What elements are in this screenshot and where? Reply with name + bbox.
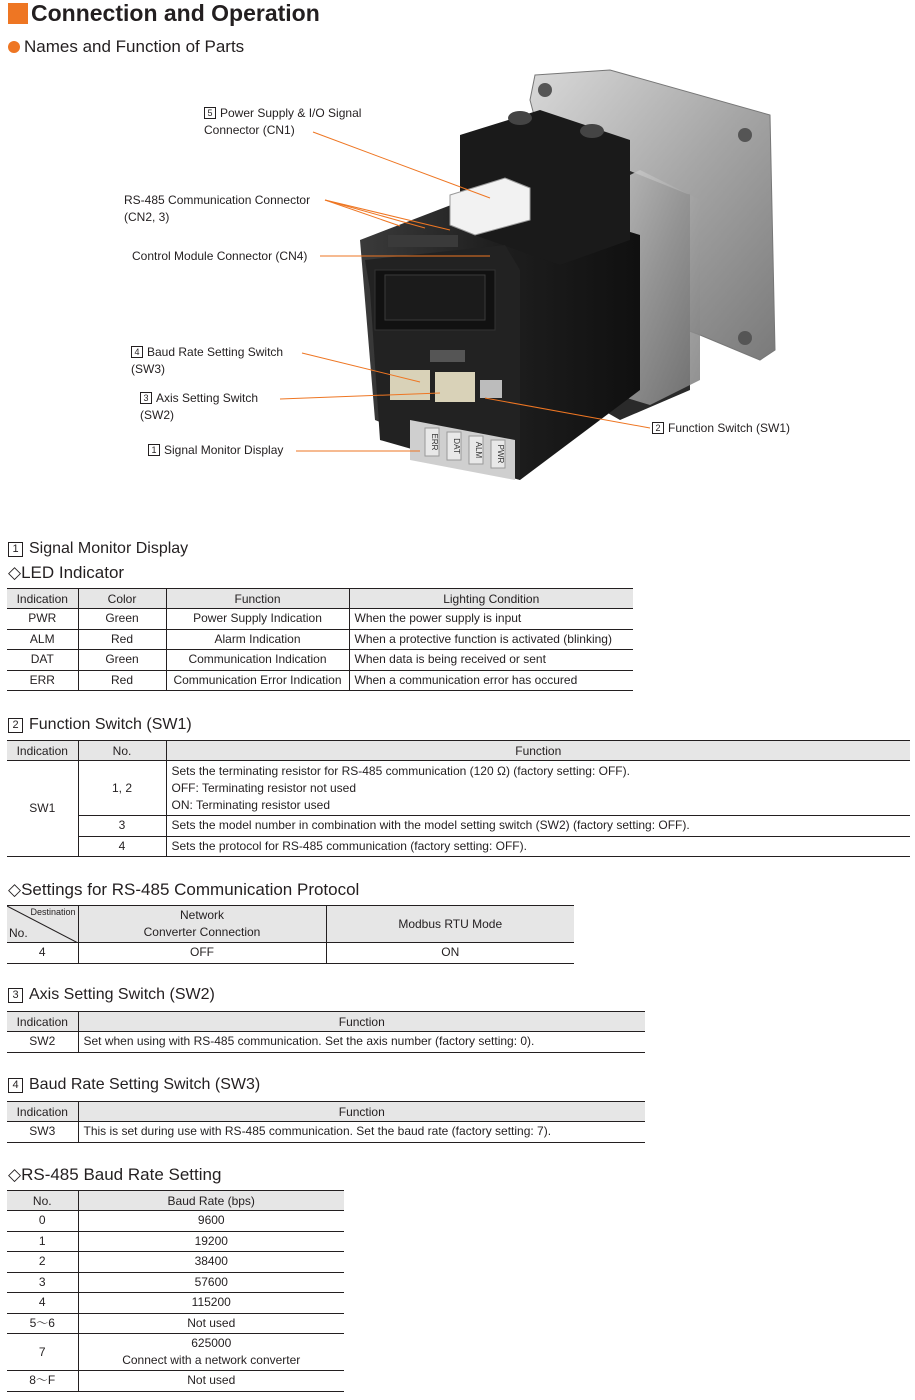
callout-number-box: 4: [131, 346, 143, 358]
table-row: [7, 1334, 344, 1371]
cell: SW3: [7, 1122, 78, 1143]
cell: Not used: [78, 1371, 344, 1392]
callout-number-box: 1: [148, 444, 160, 456]
cell: Sets the model number in combination with the model setting switch (SW2) (factory setting: OFF).: [166, 816, 910, 837]
control-module-cover: [385, 275, 485, 320]
section-number-box: 2: [8, 718, 23, 733]
corner-bottom-label: No.: [9, 926, 28, 940]
led-indicator-heading: ◇LED Indicator: [8, 563, 125, 582]
cell: 625000 Connect with a network converter: [78, 1334, 344, 1371]
flange-hole-icon: [538, 83, 552, 97]
cell: 1: [7, 1231, 78, 1252]
led-label-pwr: PWR: [496, 444, 505, 464]
led-label-alm: ALM: [474, 441, 483, 459]
cell: 1, 2: [78, 761, 166, 816]
col-header: No.: [7, 1191, 78, 1211]
section-title-text: Names and Function of Parts: [24, 37, 245, 56]
cell: This is set during use with RS-485 communication. Set the baud rate (factory setting: 7).: [78, 1122, 645, 1143]
top-hole-icon: [508, 111, 532, 125]
callout-text: Power Supply & I/O Signal Connector (CN1): [204, 106, 362, 137]
cell: Green: [78, 650, 166, 671]
cn2-cn3-connectors: [388, 235, 458, 247]
col-header: Color: [78, 589, 166, 609]
cell: Sets the terminating resistor for RS-485 communication (120 Ω) (factory setting: OFF). OFF: Terminating resistor not used ON: Terminating resistor used: [166, 761, 910, 816]
table-row: [7, 670, 633, 691]
cell: 7: [7, 1334, 78, 1371]
corner-header: [7, 906, 78, 943]
cell: ALM: [7, 629, 78, 650]
col-header: No.: [78, 741, 166, 761]
page-title: [8, 0, 320, 26]
cell: 19200: [78, 1231, 344, 1252]
callout-cn2-cn3: RS-485 Communication Connector (CN2, 3): [124, 193, 311, 224]
table-row: [7, 1231, 344, 1252]
callout-text: Axis Setting Switch (SW2): [140, 391, 259, 422]
cell: 4: [7, 1293, 78, 1314]
callout-sw1: [652, 420, 790, 437]
cell: Alarm Indication: [166, 629, 349, 650]
table-row: [7, 1313, 344, 1334]
table-row: [7, 629, 633, 650]
col-header: Function: [78, 1102, 645, 1122]
cell: 4: [7, 943, 78, 964]
product-diagram: [0, 60, 915, 490]
sw3-switch: [390, 370, 430, 400]
table-row: [7, 836, 910, 857]
protocol-table: [7, 905, 574, 964]
sw2-switch: [435, 372, 475, 402]
baud-switch-title: Baud Rate Setting Switch (SW3): [29, 1076, 261, 1093]
col-header: Function: [78, 1012, 645, 1032]
switch-bracket: [430, 350, 465, 362]
cell: PWR: [7, 609, 78, 630]
table-row: [7, 1211, 344, 1232]
table-header-row: [7, 1191, 344, 1211]
col-header: Function: [166, 741, 910, 761]
cell: 3: [7, 1272, 78, 1293]
table-row: [7, 761, 910, 816]
cell: When data is being received or sent: [349, 650, 633, 671]
callout-sw3: [131, 344, 283, 378]
baud-rate-table: [7, 1190, 344, 1392]
baud-switch-table: [7, 1101, 645, 1143]
table-row: [7, 943, 574, 964]
callout-number-box: 3: [140, 392, 152, 404]
table-row: [7, 1293, 344, 1314]
table-row: [7, 609, 633, 630]
section-title: [8, 37, 244, 57]
cell: When the power supply is input: [349, 609, 633, 630]
section-number-box: 1: [8, 542, 23, 557]
cell: Red: [78, 670, 166, 691]
table-header-row: [7, 589, 633, 609]
callout-text: Baud Rate Setting Switch (SW3): [131, 345, 284, 376]
cell: 4: [78, 836, 166, 857]
table-header-row: [7, 1012, 645, 1032]
callout-number-box: 2: [652, 422, 664, 434]
cell: ON: [326, 943, 574, 964]
table-header-row: [7, 1102, 645, 1122]
col-header: Function: [166, 589, 349, 609]
col-header: Indication: [7, 1012, 78, 1032]
table-row: [7, 816, 910, 837]
callout-number-box: 5: [204, 107, 216, 119]
cell: Set when using with RS-485 communication. Set the axis number (factory setting: 0).: [78, 1032, 645, 1053]
cell: When a protective function is activated (blinking): [349, 629, 633, 650]
cell: 115200: [78, 1293, 344, 1314]
function-switch-title: Function Switch (SW1): [29, 716, 192, 733]
table-row: [7, 1032, 645, 1053]
table-row: [7, 650, 633, 671]
callout-sw2: [140, 390, 258, 424]
cell: SW2: [7, 1032, 78, 1053]
led-indicator-table: [7, 588, 633, 691]
axis-switch-table: [7, 1011, 645, 1053]
section-number-box: 3: [8, 988, 23, 1003]
col-header: Lighting Condition: [349, 589, 633, 609]
cell: DAT: [7, 650, 78, 671]
cell: 38400: [78, 1252, 344, 1273]
bullet-dot-icon: [8, 41, 20, 53]
flange-hole-icon: [738, 128, 752, 142]
flange-hole-icon: [738, 331, 752, 345]
col-header: Indication: [7, 741, 78, 761]
callout-cn4: Control Module Connector (CN4): [132, 249, 308, 263]
cell: 9600: [78, 1211, 344, 1232]
cell: 3: [78, 816, 166, 837]
cell: 0: [7, 1211, 78, 1232]
cell-indication: SW1: [7, 761, 78, 857]
corner-top-label: Destination: [30, 907, 76, 917]
protocol-heading: ◇Settings for RS-485 Communication Protocol: [8, 880, 360, 899]
callout-signal-monitor: [148, 442, 283, 459]
baud-switch-heading: [8, 1076, 260, 1094]
table-row: [7, 1252, 344, 1273]
cell: 5～6: [7, 1313, 78, 1334]
cell: Sets the protocol for RS-485 communication (factory setting: OFF).: [166, 836, 910, 857]
col-header: Network Converter Connection: [78, 906, 326, 943]
axis-switch-title: Axis Setting Switch (SW2): [29, 986, 215, 1003]
cell: Power Supply Indication: [166, 609, 349, 630]
signal-monitor-title: Signal Monitor Display: [29, 540, 189, 557]
function-switch-heading: [8, 716, 192, 734]
cell: Not used: [78, 1313, 344, 1334]
cell: Green: [78, 609, 166, 630]
title-square-icon: [8, 3, 28, 24]
section-number-box: 4: [8, 1078, 23, 1093]
col-header: Modbus RTU Mode: [326, 906, 574, 943]
table-row: [7, 1371, 344, 1392]
cell: When a communication error has occured: [349, 670, 633, 691]
col-header: Indication: [7, 589, 78, 609]
table-row: [7, 1122, 645, 1143]
cell: Communication Error Indication: [166, 670, 349, 691]
cell: OFF: [78, 943, 326, 964]
cell: Communication Indication: [166, 650, 349, 671]
cell: 8～F: [7, 1371, 78, 1392]
led-label-dat: DAT: [452, 438, 461, 454]
col-header: Baud Rate (bps): [78, 1191, 344, 1211]
cell: Red: [78, 629, 166, 650]
table-row: [7, 1272, 344, 1293]
cell: 2: [7, 1252, 78, 1273]
callout-cn1: [204, 105, 361, 139]
signal-monitor-heading: [8, 540, 188, 558]
top-hole-icon: [580, 124, 604, 138]
callout-text: Signal Monitor Display: [164, 443, 284, 457]
axis-switch-heading: [8, 986, 215, 1004]
baud-rate-heading: ◇RS-485 Baud Rate Setting: [8, 1165, 222, 1184]
table-header-row: [7, 741, 910, 761]
led-label-err: ERR: [430, 433, 439, 451]
table-header-row: [7, 906, 574, 943]
cell: 57600: [78, 1272, 344, 1293]
function-switch-table: [7, 740, 910, 857]
sw1-switch: [480, 380, 502, 398]
page-title-text: Connection and Operation: [31, 0, 320, 26]
cell: ERR: [7, 670, 78, 691]
col-header: Indication: [7, 1102, 78, 1122]
callout-text: Function Switch (SW1): [668, 421, 791, 435]
